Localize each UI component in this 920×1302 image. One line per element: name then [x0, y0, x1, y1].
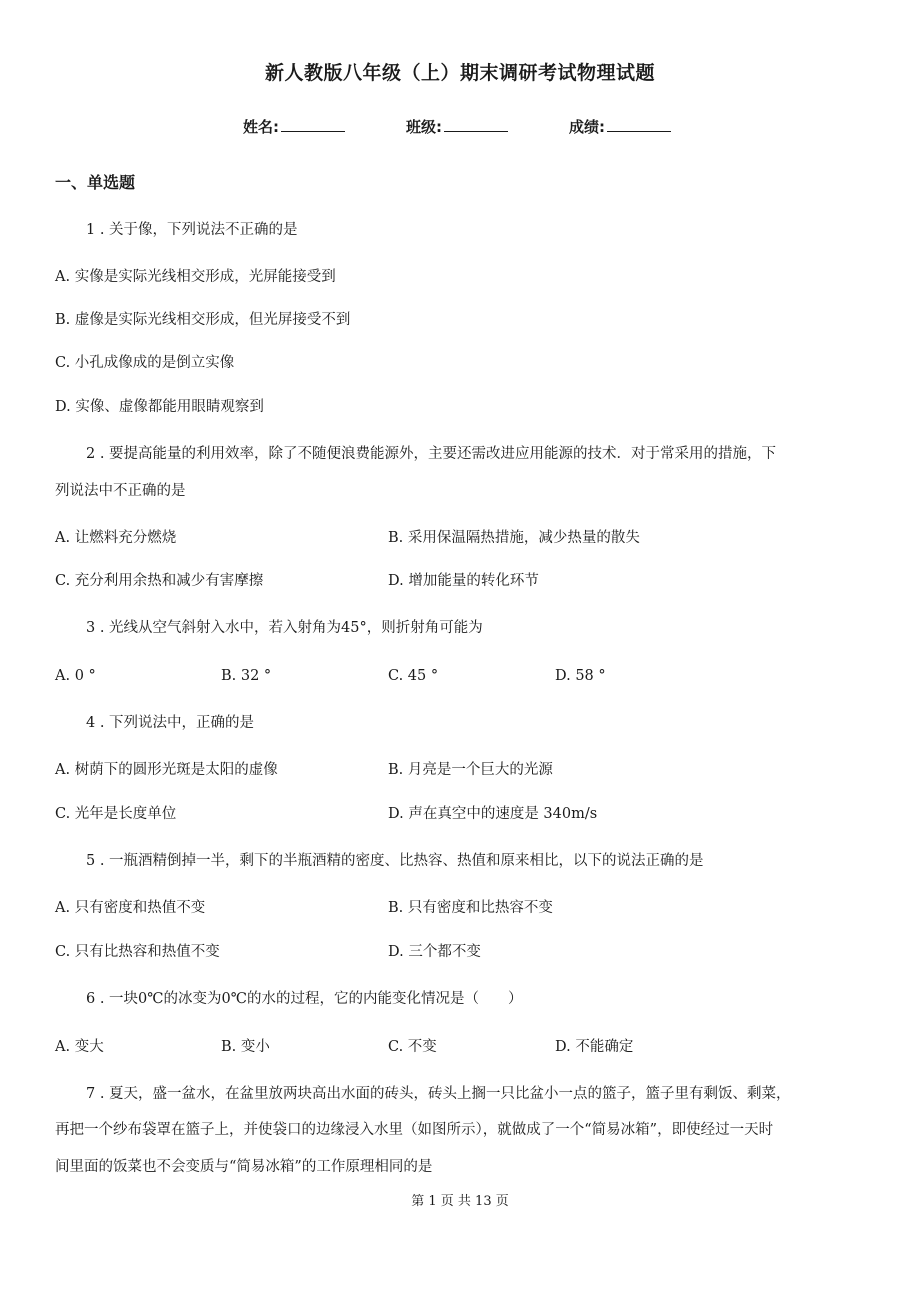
question-1-option-d: D. 实像、虚像都能用眼睛观察到	[55, 399, 264, 415]
document-title: 新人教版八年级（上）期末调研考试物理试题	[264, 62, 655, 84]
question-5-option-d: D. 三个都不变	[388, 944, 481, 960]
question-3-option-b: B. 32 °	[221, 668, 272, 684]
question-6-option-d: D. 不能确定	[555, 1039, 634, 1055]
question-7-stem-line-1: 7 . 夏天，盛一盆水，在盆里放两块高出水面的砖头，砖头上搁一只比盆小一点的篮子，篮子里有剩饭、剩菜，	[86, 1086, 791, 1102]
question-5-stem: 5 . 一瓶酒精倒掉一半，剩下的半瓶酒精的密度、比热容、热值和原来相比，以下的说法正确的是	[86, 853, 704, 869]
name-label: 姓名:	[243, 118, 279, 136]
question-6-option-b: B. 变小	[221, 1039, 270, 1055]
question-7-stem-line-3: 间里面的饭菜也不会变质与“简易冰箱”的工作原理相同的是	[55, 1159, 433, 1175]
question-4-option-b: B. 月亮是一个巨大的光源	[388, 762, 553, 778]
question-5-option-b: B. 只有密度和比热容不变	[388, 900, 553, 916]
question-1-option-b: B. 虚像是实际光线相交形成，但光屏接受不到	[55, 312, 351, 328]
question-4-option-d: D. 声在真空中的速度是 340m/s	[388, 806, 598, 822]
question-6-stem: 6 . 一块0℃的冰变为0℃的水的过程，它的内能变化情况是（ ）	[86, 991, 523, 1007]
score-label: 成绩:	[569, 118, 605, 136]
question-2-option-c: C. 充分利用余热和减少有害摩擦	[55, 573, 264, 589]
question-3-option-a: A. 0 °	[55, 668, 96, 684]
question-1-stem: 1 . 关于像，下列说法不正确的是	[86, 222, 298, 238]
question-4-stem: 4 . 下列说法中，正确的是	[86, 715, 255, 731]
question-7-stem-line-2: 再把一个纱布袋罩在篮子上，并使袋口的边缘浸入水里（如图所示），就做成了一个“简易冰箱”，即使经过一天时	[55, 1122, 774, 1138]
question-3-option-d: D. 58 °	[555, 668, 606, 684]
question-3-stem: 3 . 光线从空气斜射入水中，若入射角为45°，则折射角可能为	[86, 620, 483, 636]
question-2-option-d: D. 增加能量的转化环节	[388, 573, 539, 589]
score-field	[569, 116, 671, 137]
question-5-option-c: C. 只有比热容和热值不变	[55, 944, 220, 960]
score-blank	[607, 117, 671, 132]
question-6-option-c: C. 不变	[388, 1039, 437, 1055]
question-2-stem-line-2: 列说法中不正确的是	[55, 483, 186, 499]
question-1-option-c: C. 小孔成像成的是倒立实像	[55, 355, 235, 371]
question-2-option-b: B. 采用保温隔热措施，减少热量的散失	[388, 530, 640, 546]
question-2-option-a: A. 让燃料充分燃烧	[55, 530, 177, 546]
section-heading: 一、单选题	[55, 173, 136, 192]
class-label: 班级:	[406, 118, 442, 136]
question-3-option-c: C. 45 °	[388, 668, 439, 684]
class-field	[406, 116, 508, 137]
question-1-option-a: A. 实像是实际光线相交形成，光屏能接受到	[55, 269, 336, 285]
question-4-option-c: C. 光年是长度单位	[55, 806, 177, 822]
name-blank	[281, 117, 345, 132]
question-4-option-a: A. 树荫下的圆形光斑是太阳的虚像	[55, 762, 278, 778]
question-6-option-a: A. 变大	[55, 1039, 104, 1055]
name-field	[243, 116, 345, 137]
class-blank	[444, 117, 508, 132]
question-5-option-a: A. 只有密度和热值不变	[55, 900, 206, 916]
page-footer: 第 1 页 共 13 页	[411, 1194, 509, 1209]
question-2-stem-line-1: 2 . 要提高能量的利用效率，除了不随便浪费能源外，主要还需改进应用能源的技术．对于常采用的措施，下	[86, 446, 777, 462]
